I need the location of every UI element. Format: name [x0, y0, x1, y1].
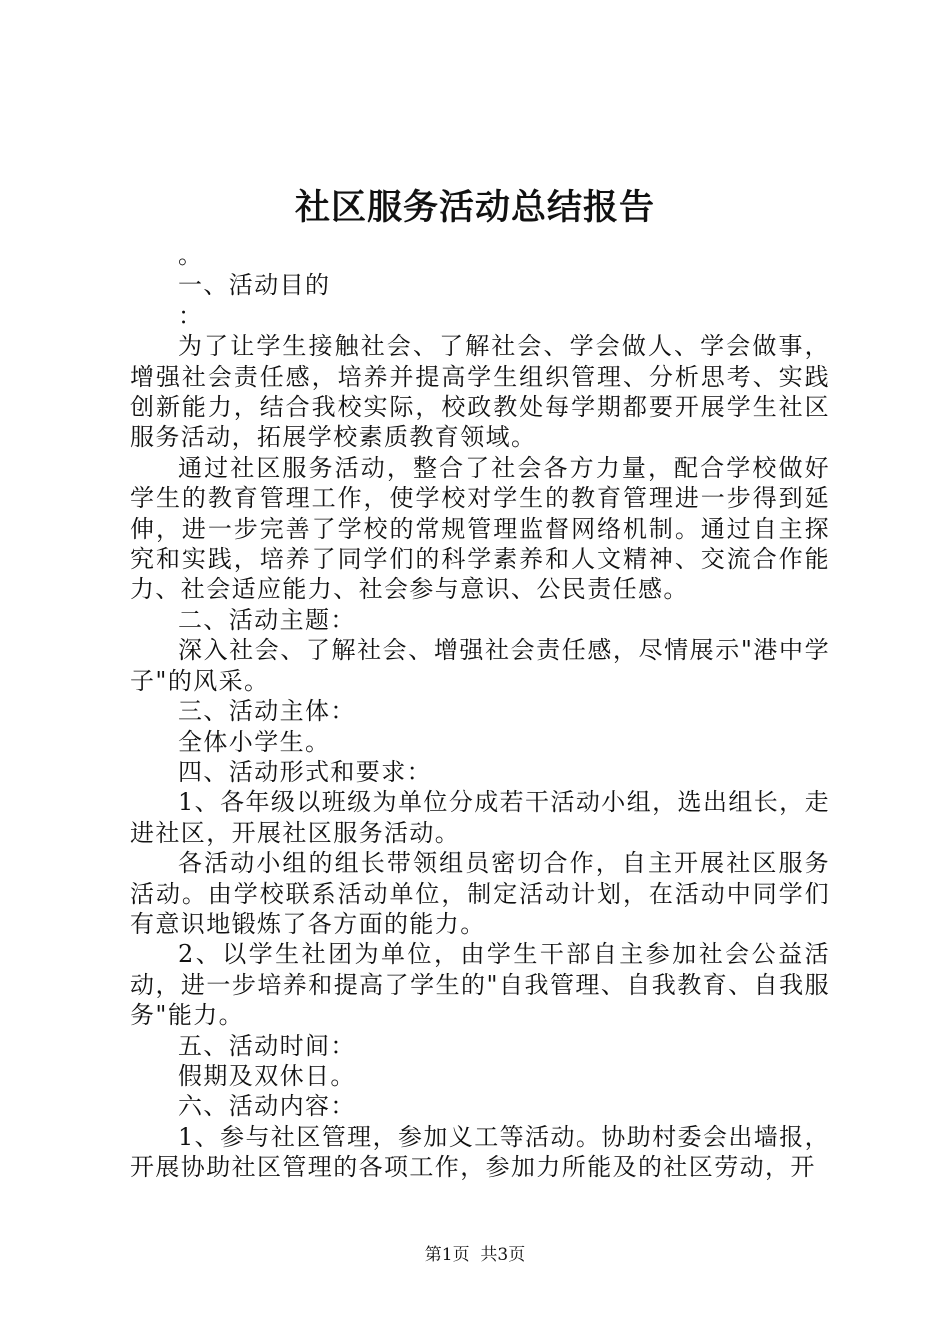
document-title: 社区服务活动总结报告 [294, 187, 655, 228]
paragraph-time: 假期及双休日。 [178, 1061, 356, 1090]
paragraph-content-1: 1、参与社区管理，参加义工等活动。协助村委会出墙报，开展协助社区管理的各项工作，参加力所能及的社区劳动，开 [130, 1122, 830, 1182]
heading-content: 六、活动内容： [178, 1092, 356, 1121]
page-number-label: 第1页 共3页 [424, 1245, 526, 1265]
heading-purpose: 一、活动目的 [178, 271, 331, 300]
paragraph-colon: ： [178, 301, 204, 330]
paragraph-participants: 全体小学生。 [178, 727, 331, 756]
document-body [130, 240, 830, 1183]
page-footer [0, 1243, 950, 1267]
paragraph-format-1: 1、各年级以班级为单位分成若干活动小组，选出组长，走进社区，开展社区服务活动。 [130, 788, 830, 847]
paragraph-purpose-1: 为了让学生接触社会、了解社会、学会做人、学会做事，增强社会责任感，培养并提高学生组织管理、分析思考、实践创新能力，结合我校实际，校政教处每学期都要开展学生社区服务活动，拓展学校素质教育领域。 [130, 332, 830, 452]
paragraph-format-3: 2、以学生社团为单位，由学生干部自主参加社会公益活动，进一步培养和提高了学生的"自我管理、自我教育、自我服务"能力。 [130, 940, 830, 1030]
paragraph-purpose-2: 通过社区服务活动，整合了社会各方力量，配合学校做好学生的教育管理工作，使学校对学生的教育管理进一步得到延伸，进一步完善了学校的常规管理监督网络机制。通过自主探究和实践，培养了同学们的科学素养和人文精神、交流合作能力、社会适应能力、社会参与意识、公民责任感。 [130, 453, 830, 604]
paragraph-period: 。 [178, 241, 204, 269]
paragraph-format-2: 各活动小组的组长带领组员密切合作，自主开展社区服务活动。由学校联系活动单位，制定活动计划，在活动中同学们有意识地锻炼了各方面的能力。 [130, 849, 830, 938]
heading-theme: 二、活动主题： [178, 605, 356, 634]
heading-participants: 三、活动主体： [178, 697, 356, 726]
paragraph-theme: 深入社会、了解社会、增强社会责任感，尽情展示"港中学子"的风采。 [130, 636, 830, 695]
heading-time: 五、活动时间： [178, 1031, 356, 1060]
heading-format: 四、活动形式和要求： [178, 757, 432, 786]
